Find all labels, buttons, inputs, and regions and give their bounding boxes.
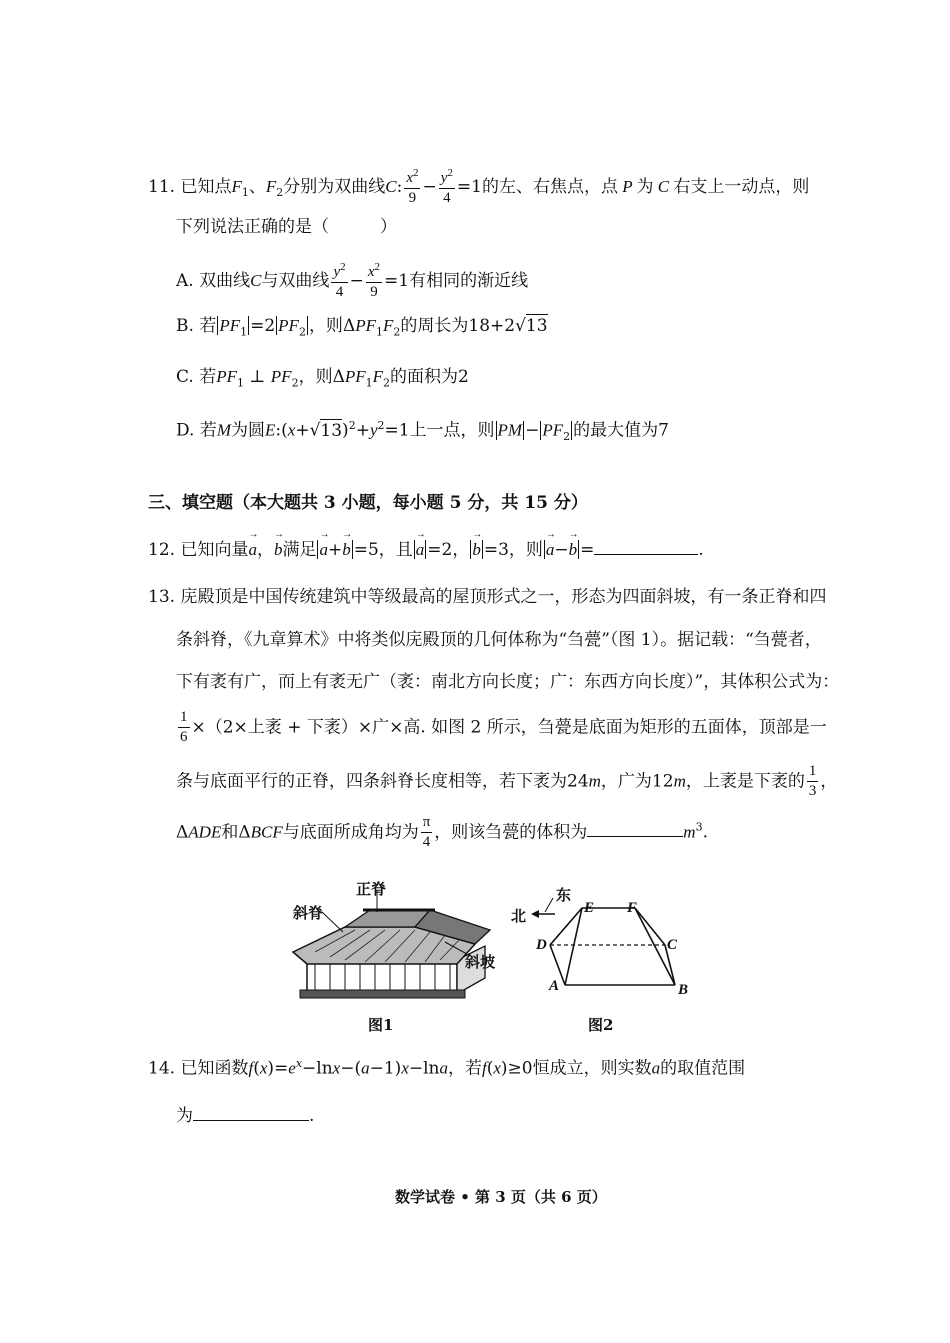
fig2-point-b: B — [678, 982, 689, 998]
fig2-point-e: E — [584, 900, 595, 916]
fig2-north: 北 — [511, 907, 527, 925]
q11-number: 11. — [148, 176, 176, 197]
fig2-point-a: A — [549, 978, 560, 994]
fig2-caption: 图2 — [588, 1016, 614, 1034]
q11-line1: 11. 已知点$F_1$、$F_2$分别为双曲线C: $\frac{x^2}{9}$ − $\frac{y^2}{4}$ =1的左、右焦点，点 P 为 C 右支上一动点，则 — [148, 167, 810, 206]
q11-option-a: A. 双曲线C与双曲线 $\frac{y^2}{4}$ − $\frac{x^2}{9}$ =1有相同的渐近线 — [176, 261, 529, 300]
q13-line4: $\frac{1}{6}$ ×（2×上袤 + 下袤）×广×高. 如图 2 所示，刍甍是底面为矩形的五面体，顶部是一 — [180, 709, 827, 745]
q12-answer-blank — [594, 553, 698, 555]
q14-line1: 14. 已知函数$f(x)=e^x-\ln x-(a-1)x-\ln a$，若f(x)≥0恒成立，则实数a的取值范围 — [148, 1057, 746, 1079]
fig2-point-f: F — [627, 900, 638, 916]
fig1-caption: 图1 — [368, 1016, 394, 1034]
fig2-point-c: C — [667, 937, 678, 953]
q13-line5: 条与底面平行的正脊，四条斜脊长度相等，若下袤为24m，广为12m，上袤是下袤的 $\frac{1}{3}$ ， — [176, 763, 838, 799]
fig2-point-d: D — [536, 937, 547, 953]
q11-option-b: B. 若 $PF_1 =2$ $PF_2$ ，则$\Delta PF_1F_2$的周长为18+2√13 — [176, 316, 548, 339]
q13-line2: 条斜脊，《九章算术》中将类似庑殿顶的几何体称为“刍甍”（图 1）。据记载：“刍甍者， — [176, 630, 822, 650]
q14-answer-blank — [193, 1119, 309, 1121]
q12-line: 12. 已知向量→ a，→ b满足→ a+→ b =5，且→ a =2，→ b =3，则→ a−→ b = . — [148, 540, 704, 559]
q13-answer-blank — [587, 835, 683, 837]
section-heading: 三、填空题（本大题共 3 小题，每小题 5 分，共 15 分） — [148, 493, 588, 513]
q13-line6: ΔADE和ΔBCF与底面所成角均为 $\frac{\pi}{4}$ ，则该刍甍的体积为 $m^3$. — [176, 814, 708, 850]
page-footer: 数学试卷 • 第 3 页（共 6 页） — [395, 1188, 607, 1206]
figure-1-roof — [285, 872, 510, 1007]
q11-line2: 下列说法正确的是（ ） — [176, 217, 397, 237]
fig2-east: 东 — [556, 886, 572, 904]
q11-option-d: D. 若M为圆$E:(x+√13)^2+y^2=1$上一点，则 PM − $PF_2$ 的最大值为7 — [176, 419, 669, 444]
fig1-label-slope: 斜坡 — [465, 953, 496, 971]
fig1-label-ridge: 正脊 — [356, 880, 387, 898]
q13-line3: 下有袤有广，而上有袤无广（袤：南北方向长度；广：东西方向长度）”，其体积公式为： — [176, 672, 840, 692]
q13-line1: 13. 庑殿顶是中国传统建筑中等级最高的屋顶形式之一，形态为四面斜坡，有一条正脊和四 — [148, 587, 827, 607]
q14-line2: 为 . — [176, 1106, 315, 1126]
fig1-label-hip: 斜脊 — [293, 904, 324, 922]
q11-option-c: C. 若$PF_1$ ⊥ $PF_2$，则$\Delta PF_1F_2$的面积为2 — [176, 367, 469, 390]
